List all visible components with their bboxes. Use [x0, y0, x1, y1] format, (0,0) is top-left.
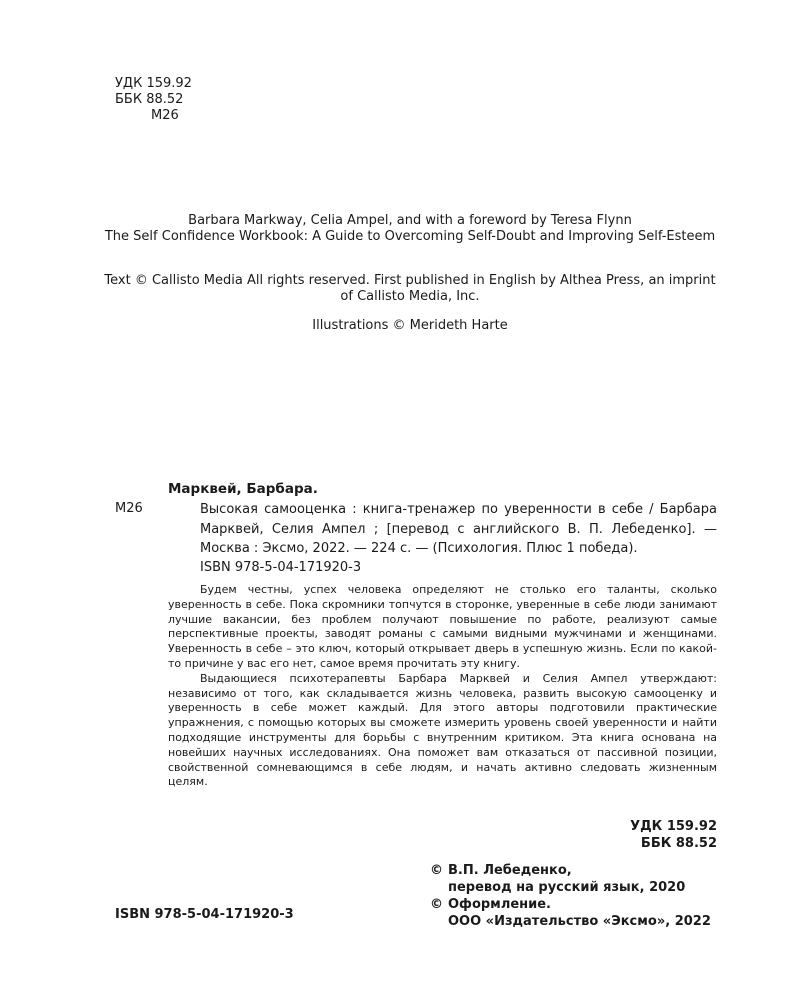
- publisher-line: ООО «Издательство «Эксмо», 2022: [448, 914, 711, 929]
- text-rights-notice: Text © Callisto Media All rights reserved. First published in English by Althea Press, an imprint of Callisto Media, Inc.: [104, 273, 716, 304]
- translator-name: В.П. Лебеденко,: [448, 863, 572, 878]
- catalog-shelf-mark: М26: [115, 501, 143, 516]
- design-label: Оформление.: [448, 897, 551, 912]
- catalog-isbn: ISBN 978-5-04-171920-3: [200, 560, 362, 575]
- isbn-bottom: ISBN 978-5-04-171920-3: [115, 907, 294, 922]
- catalog-author-heading: Марквей, Барбара.: [168, 481, 318, 497]
- bibliographic-description: Высокая самооценка : книга-тренажер по уверенности в себе / Барбара Марквей, Селия Ампел ; [перевод с английского В. П. Лебеденко]. — Москва : Эксмо, 2022. — 224 с. — (Психология. Плюс 1 победа).: [200, 502, 717, 556]
- original-authors: Barbara Markway, Celia Ampel, and with a foreword by Teresa Flynn: [188, 213, 632, 228]
- bbk-code: ББК 88.52: [640, 836, 717, 851]
- original-credits: [100, 213, 720, 245]
- abstract-paragraph: Будем честны, успех человека определяют не столько его таланты, сколько уверенность в себе. Пока скромники топчутся в сторонке, уверенные в себе люди занимают лучшие вакансии, без проблем получают повышение по работе, реализуют самые перспективные проекты, заводят романы с самыми видными мужчинами и женщинами. Уверенность в себе – это ключ, который открывает дверь в успешную жизнь. Если по какой-то причине у вас его нет, самое время прочитать эту книгу.: [168, 583, 717, 670]
- illustrations-credit: Illustrations © Merideth Harte: [312, 318, 508, 333]
- translator-note: перевод на русский язык, 2020: [448, 880, 686, 895]
- copyright-symbol: ©: [430, 897, 443, 912]
- copyright-symbol: ©: [430, 863, 443, 878]
- udk-code: УДК 159.92: [115, 76, 192, 91]
- udk-code: УДК 159.92: [630, 819, 717, 834]
- book-abstract: [168, 583, 717, 790]
- abstract-paragraph: Выдающиеся психотерапевты Барбара Марквей и Селия Ампел утверждают: независимо от того, как складывается жизнь человека, развить высокую самооценку и уверенность в себе может каждый. Для этого авторы подготовили практические упражнения, с помощью которых вы сможете измерить уровень своей уверенности и найти подходящие инструменты для борьбы с внутренним критиком. Эта книга основана на новейших научных исследованиях. Она поможет вам отказаться от пассивной позиции, свойственной сомневающимся в себе людям, и начать активно следовать жизненным целям.: [168, 671, 717, 789]
- bbk-code: ББК 88.52: [115, 92, 184, 107]
- classification-block-top: [115, 76, 192, 124]
- copyright-block: [430, 862, 711, 930]
- original-title: The Self Confidence Workbook: A Guide to Overcoming Self-Doubt and Improving Self-Esteem: [104, 229, 716, 244]
- classification-block-bottom: [600, 818, 717, 852]
- author-mark: М26: [151, 108, 179, 123]
